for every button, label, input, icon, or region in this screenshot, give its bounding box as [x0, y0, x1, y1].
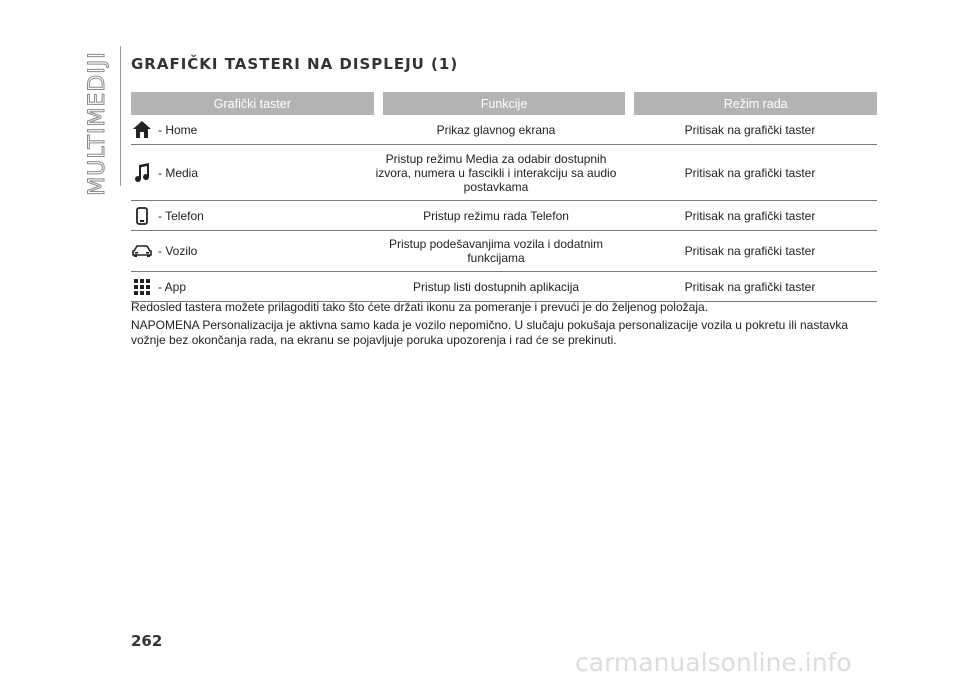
cell-key	[131, 206, 369, 226]
car-icon	[131, 241, 153, 261]
chapter-side-title	[76, 50, 118, 196]
home-icon	[131, 120, 153, 140]
cell-key	[131, 241, 369, 261]
cell-mode: Pritisak na grafički taster	[684, 208, 816, 223]
notes	[131, 300, 881, 351]
cell-mode: Pritisak na grafički taster	[684, 165, 816, 180]
chapter-side-title-text: MULTIMEDIJI	[84, 50, 110, 196]
watermark: carmanualsonline.info	[575, 648, 852, 677]
cell-function: Pristup podešavanjima vozila i dodatnim funkcijama	[388, 237, 604, 265]
key-label: - App	[158, 279, 187, 294]
table-row	[131, 115, 877, 145]
cell-key	[131, 120, 369, 140]
cell-function: Pristup režimu rada Telefon	[423, 208, 569, 223]
key-label: - Vozilo	[158, 244, 198, 258]
chapter-divider	[120, 46, 121, 186]
buttons-table	[131, 92, 877, 302]
table-row	[131, 231, 877, 272]
note-warning: NAPOMENA Personalizacija je aktivna samo kada je vozilo nepomično. U slučaju pokušaja personalizacije vozila u pokretu ili nastavka vožnje bez okončanja rada, na ekranu se pojavljuje poruka upozorenja i rad će se prekinuti.	[131, 317, 849, 347]
table-row	[131, 201, 877, 231]
phone-icon	[131, 206, 153, 226]
note-reorder: Redosled tastera možete prilagoditi tako što ćete držati ikonu za pomeranje i prevući je do željenog položaja.	[131, 300, 708, 314]
cell-mode: Pritisak na grafički taster	[684, 122, 816, 137]
key-label: - Media	[158, 165, 199, 180]
page-number: 262	[131, 632, 163, 650]
header-functions: Funkcije	[383, 92, 626, 115]
table-header	[131, 92, 877, 115]
section-title: GRAFIČKI TASTERI NA DISPLEJU (1)	[131, 55, 459, 73]
header-graphic-button: Grafički taster	[131, 92, 374, 115]
app-grid-icon	[131, 277, 153, 297]
table-row	[131, 145, 877, 201]
cell-key	[131, 163, 369, 183]
table-row	[131, 272, 877, 302]
cell-key	[131, 277, 369, 297]
cell-function: Pristup režimu Media za odabir dostupnih izvora, numera u fascikli i interakciju sa audio postavkama	[375, 151, 617, 194]
key-label: - Telefon	[158, 208, 204, 223]
key-label: - Home	[158, 122, 198, 137]
music-note-icon	[131, 163, 153, 183]
header-mode: Režim rada	[634, 92, 877, 115]
cell-mode: Pritisak na grafički taster	[684, 244, 816, 258]
cell-mode: Pritisak na grafički taster	[684, 279, 816, 294]
cell-function: Pristup listi dostupnih aplikacija	[412, 279, 580, 294]
cell-function: Prikaz glavnog ekrana	[436, 122, 556, 137]
